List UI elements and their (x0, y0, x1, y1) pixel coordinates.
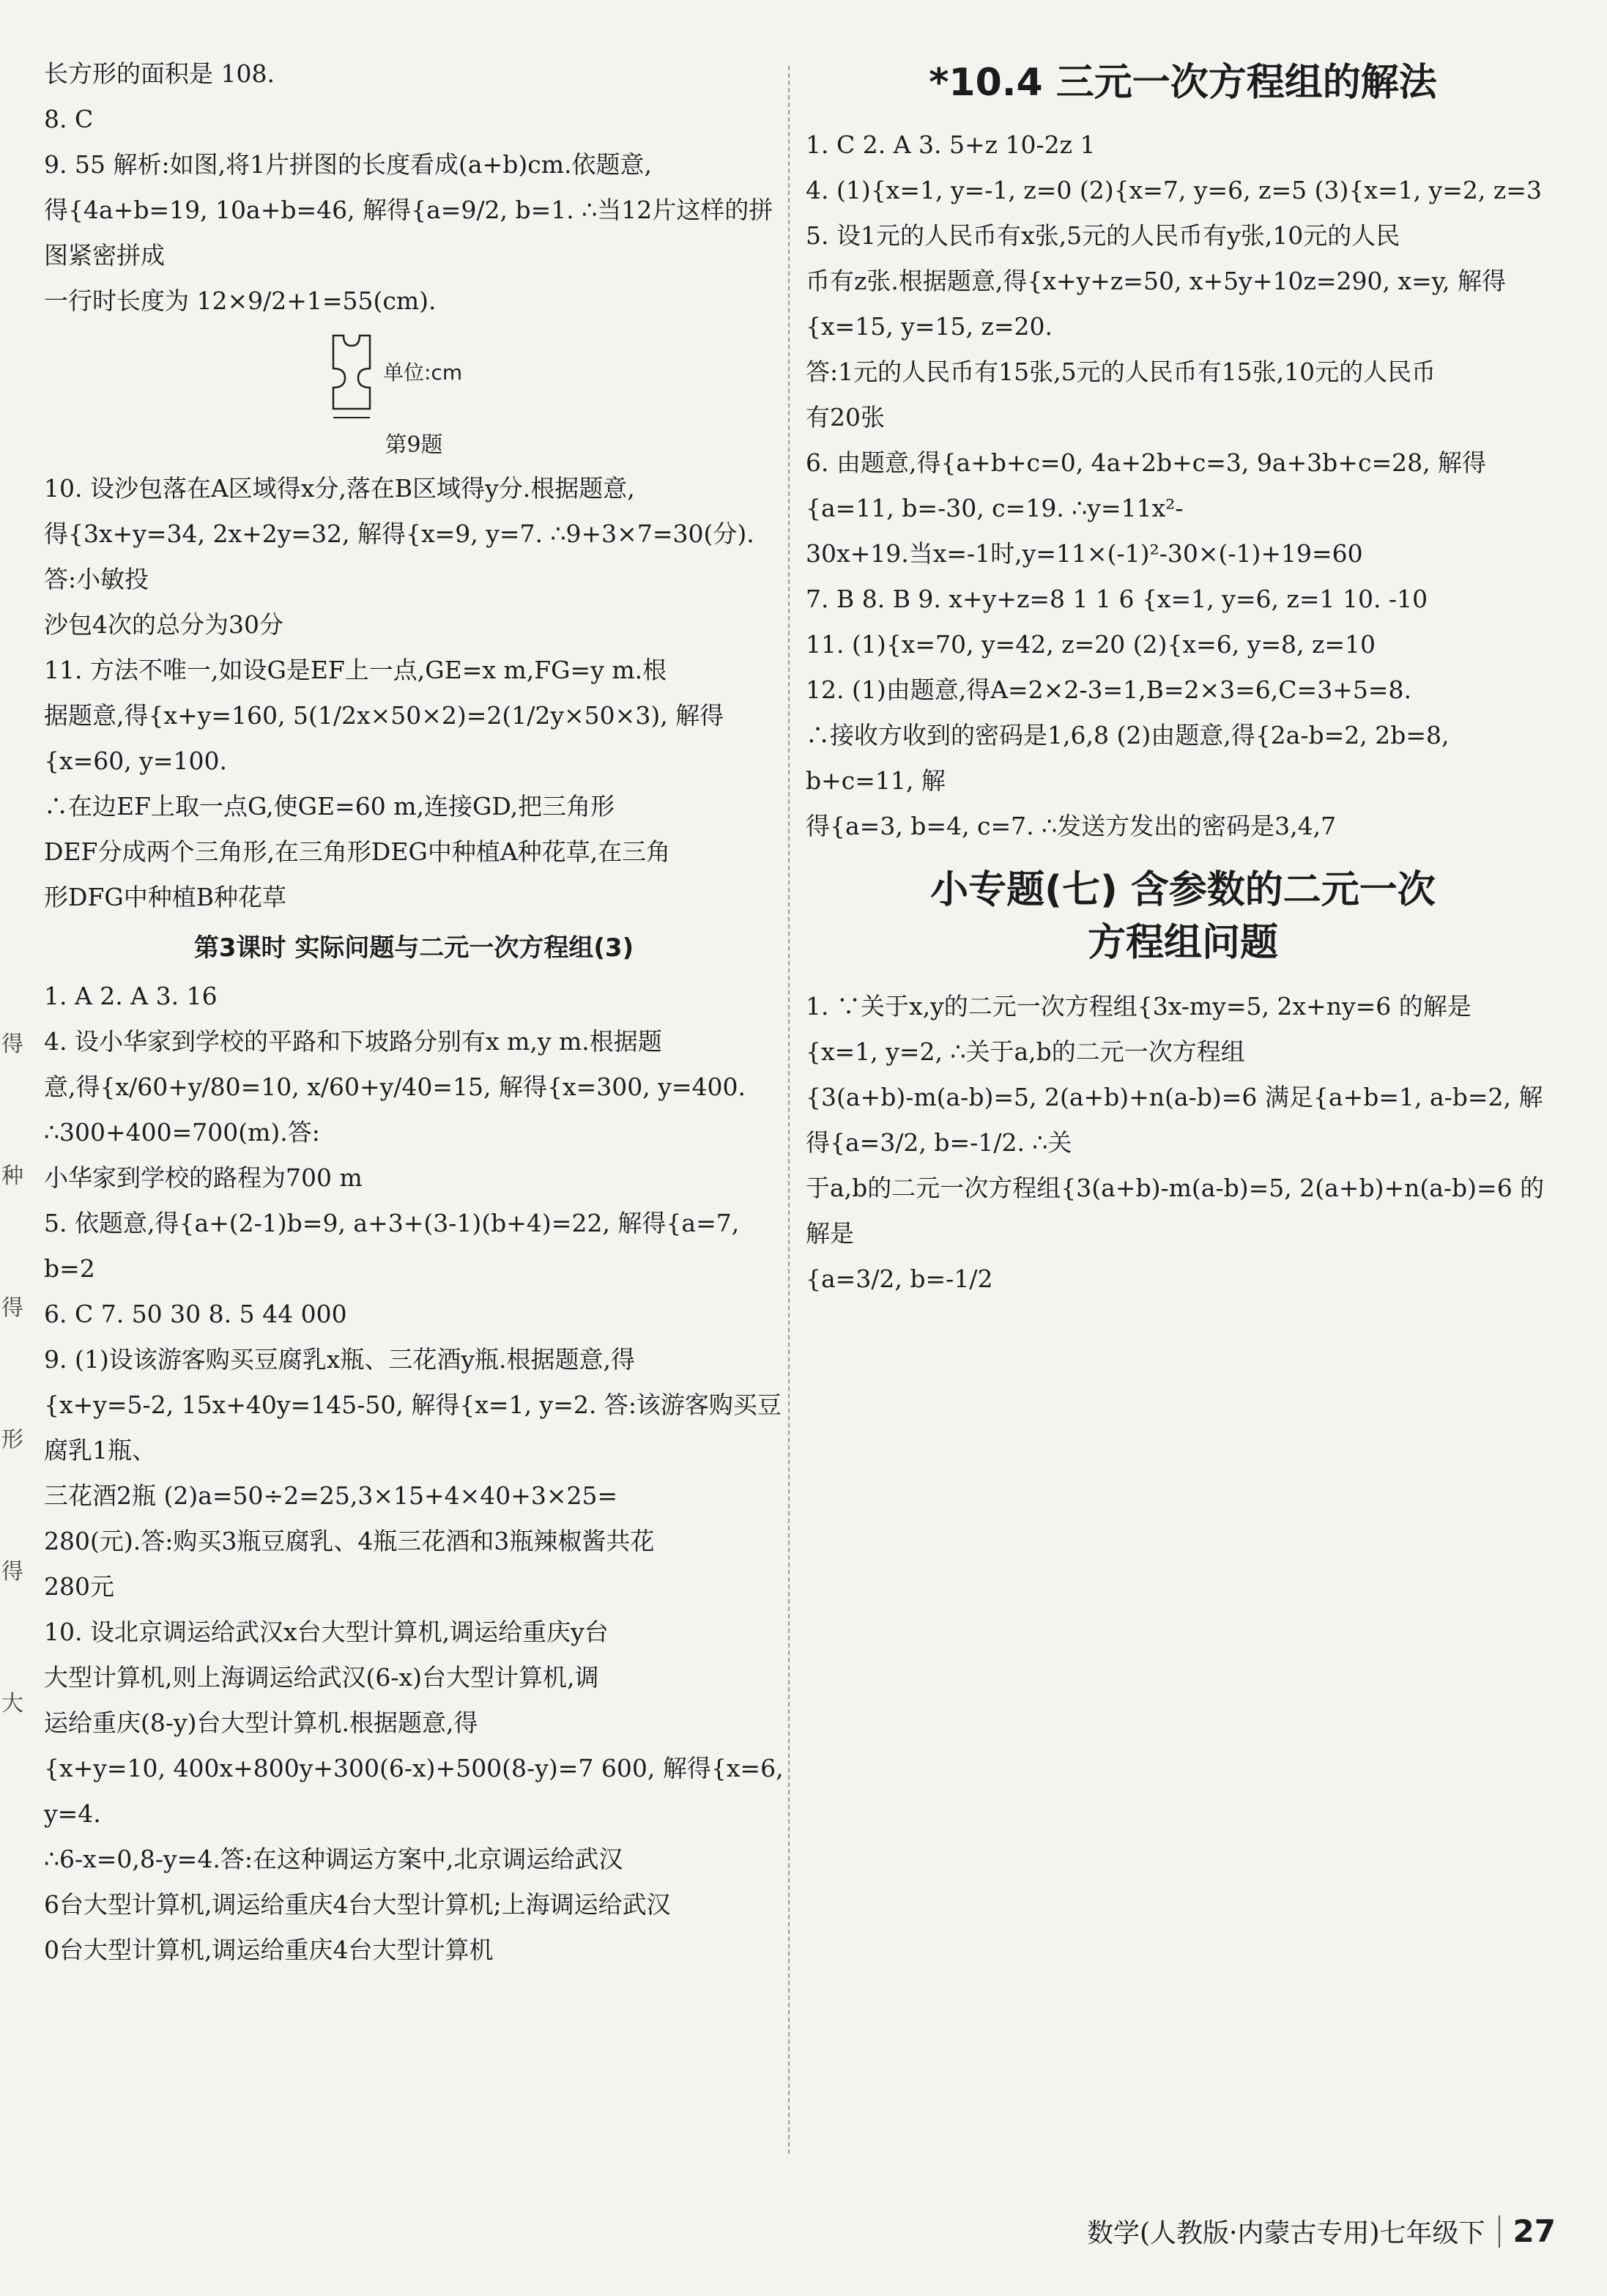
answer-line: 长方形的面积是 108. (44, 59, 275, 88)
answer-line: 一行时长度为 12×9/2+1=55(cm). (44, 286, 437, 315)
answer-line: 得{4a+b=19, 10a+b=46, 解得{a=9/2, b=1. ∴当12片这样的拼图紧密拼成 (44, 196, 773, 270)
book-title: 数学(人教版·内蒙古专用)七年级下 (1087, 2218, 1485, 2248)
answer-line: 大型计算机,则上海调运给武汉(6-x)台大型计算机,调 (44, 1663, 599, 1692)
answer-line: 三花酒2瓶 (2)a=50÷2=25,3×15+4×40+3×25= (44, 1481, 618, 1510)
footer-separator (1499, 2215, 1500, 2248)
answer-line: 7. B 8. B 9. x+y+z=8 1 1 6 {x=1, y=6, z=1 10. -10 (806, 585, 1428, 613)
edge-char: 大 (1, 1691, 23, 1717)
answer-line: 10. 设北京调运给武汉x台大型计算机,调运给重庆y台 (44, 1618, 609, 1646)
edge-char: 得 (1, 1032, 23, 1057)
answer-line: 据题意,得{x+y=160, 5(1/2x×50×2)=2(1/2y×50×3), 解得{x=60, y=100. (44, 701, 724, 775)
figure-caption: 第9题 (385, 432, 443, 458)
answer-line: 币有z张.根据题意,得{x+y+z=50, x+5y+10z=290, x=y, 解得{x=15, y=15, z=20. (806, 267, 1506, 341)
answer-line: 6. 由题意,得{a+b+c=0, 4a+2b+c=3, 9a+3b+c=28, 解得{a=11, b=-30, c=19. ∴y=11x²- (806, 448, 1487, 522)
answer-line: 6台大型计算机,调运给重庆4台大型计算机;上海调运给武汉 (44, 1890, 671, 1919)
answer-line: 意,得{x/60+y/80=10, x/60+y/40=15, 解得{x=300, y=400. ∴300+400=700(m).答: (44, 1073, 746, 1147)
answer-line: 9. (1)设该游客购买豆腐乳x瓶、三花酒y瓶.根据题意,得 (44, 1345, 635, 1374)
answer-line: 运给重庆(8-y)台大型计算机.根据题意,得 (44, 1708, 478, 1737)
answer-line: 8. C (44, 105, 94, 133)
right-column (806, 51, 1560, 1302)
section-title: 第3课时 实际问题与二元一次方程组(3) (193, 933, 634, 963)
answer-line: 1. A 2. A 3. 16 (44, 982, 218, 1010)
section-heading: *10.4 三元一次方程组的解法 (929, 61, 1437, 105)
answer-line: 4. 设小华家到学校的平路和下坡路分别有x m,y m.根据题 (44, 1027, 662, 1056)
answer-line: 11. (1){x=70, y=42, z=20 (2){x=6, y=8, z=10 (806, 630, 1376, 659)
answer-line: {x+y=10, 400x+800y+300(6-x)+500(8-y)=7 600, 解得{x=6, y=4. (44, 1754, 784, 1828)
answer-line: 小华家到学校的路程为700 m (44, 1163, 363, 1192)
column-divider (788, 66, 790, 2154)
answer-line: ∴接收方收到的密码是1,6,8 (2)由题意,得{2a-b=2, 2b=8, b+c=11, 解 (806, 721, 1450, 795)
svg-text:单位:cm: 单位:cm (383, 360, 463, 385)
answer-line: 10. 设沙包落在A区域得x分,落在B区域得y分.根据题意, (44, 474, 635, 503)
answer-line: 280元 (44, 1572, 114, 1601)
answer-line: 30x+19.当x=-1时,y=11×(-1)²-30×(-1)+19=60 (806, 539, 1363, 568)
special-topic-title-line1: 小专题(七) 含参数的二元一次 (930, 868, 1436, 912)
answer-line: 5. 依题意,得{a+(2-1)b=9, a+3+(3-1)(b+4)=22, 解得{a=7, b=2 (44, 1209, 740, 1283)
special-topic-title-line2: 方程组问题 (1087, 921, 1278, 965)
answer-line: 12. (1)由题意,得A=2×2-3=1,B=2×3=6,C=3+5=8. (806, 675, 1411, 704)
page-number: 27 (1513, 2213, 1556, 2249)
answer-line: ∴在边EF上取一点G,使GE=60 m,连接GD,把三角形 (44, 792, 615, 821)
special-topic-title (806, 864, 1560, 969)
edge-char: 种 (1, 1163, 23, 1189)
answer-line: {a=3/2, b=-1/2 (806, 1264, 993, 1293)
answer-line: 形DFG中种植B种花草 (44, 883, 286, 911)
answer-line: 1. ∵关于x,y的二元一次方程组{3x-my=5, 2x+ny=6 的解是 (806, 992, 1471, 1021)
answer-line: 沙包4次的总分为30分 (44, 610, 283, 639)
edge-char: 形 (1, 1427, 23, 1453)
answer-line: 11. 方法不唯一,如设G是EF上一点,GE=x m,FG=y m.根 (44, 656, 667, 684)
answer-line: 0台大型计算机,调运给重庆4台大型计算机 (44, 1936, 494, 1964)
page-footer (1087, 2212, 1556, 2250)
answer-line: 9. 55 解析:如图,将1片拼图的长度看成(a+b)cm.依题意, (44, 150, 653, 179)
answer-line: 1. C 2. A 3. 5+z 10-2z 1 (806, 130, 1096, 159)
answer-line: 答:1元的人民币有15张,5元的人民币有15张,10元的人民币 (806, 358, 1436, 386)
edge-char: 得 (1, 1559, 23, 1585)
answer-line: 4. (1){x=1, y=-1, z=0 (2){x=7, y=6, z=5 (3){x=1, y=2, z=3 (806, 176, 1542, 204)
answer-line: 有20张 (806, 403, 885, 432)
left-column (44, 51, 784, 1973)
puzzle-figure (44, 328, 784, 459)
answer-line: 5. 设1元的人民币有x张,5元的人民币有y张,10元的人民 (806, 221, 1400, 250)
answer-line: 得{a=3, b=4, c=7. ∴发送方发出的密码是3,4,7 (806, 812, 1337, 840)
answer-line: 于a,b的二元一次方程组{3(a+b)-m(a-b)=5, 2(a+b)+n(a-b)=6 的解是 (806, 1174, 1545, 1248)
edge-char: 得 (1, 1295, 23, 1321)
answer-line: DEF分成两个三角形,在三角形DEG中种植A种花草,在三角 (44, 837, 671, 866)
answer-line: 得{3x+y=34, 2x+2y=32, 解得{x=9, y=7. ∴9+3×7=30(分).答:小敏投 (44, 519, 754, 593)
answer-line: 6. C 7. 50 30 8. 5 44 000 (44, 1300, 347, 1328)
answer-line: {x=1, y=2, ∴关于a,b的二元一次方程组 (806, 1037, 1245, 1066)
puzzle-piece-icon (319, 328, 509, 423)
answer-line: {3(a+b)-m(a-b)=5, 2(a+b)+n(a-b)=6 满足{a+b=1, a-b=2, 解得{a=3/2, b=-1/2. ∴关 (806, 1083, 1543, 1157)
answer-line: {x+y=5-2, 15x+40y=145-50, 解得{x=1, y=2. 答:该游客购买豆腐乳1瓶、 (44, 1390, 782, 1464)
cut-off-edge-text (1, 1026, 23, 1817)
answer-line: ∴6-x=0,8-y=4.答:在这种调运方案中,北京调运给武汉 (44, 1845, 623, 1873)
answer-line: 280(元).答:购买3瓶豆腐乳、4瓶三花酒和3瓶辣椒酱共花 (44, 1527, 655, 1555)
